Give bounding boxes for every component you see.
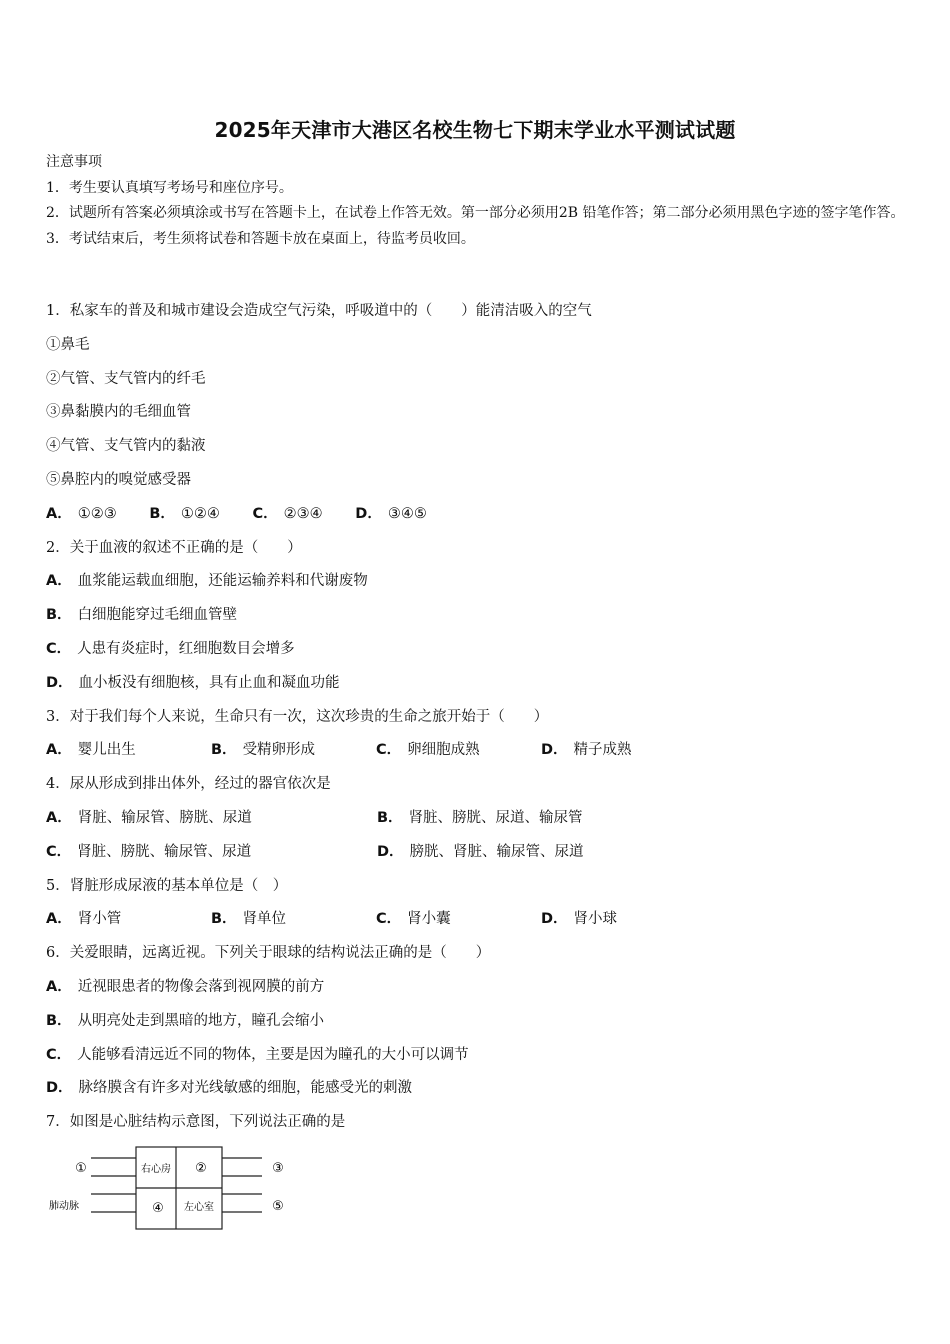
label-left-ventricle: 左心室 (184, 1202, 214, 1213)
question-4-stem: 4．尿从形成到排出体外，经过的器官依次是 (46, 776, 331, 793)
q5-option-c: C． 肾小囊 (376, 911, 451, 928)
q4-option-c: C． 肾脏、膀胱、输尿管、尿道 (46, 843, 252, 860)
q3-option-c: C． 卵细胞成熟 (376, 742, 480, 759)
note-item: 3．考试结束后，考生须将试卷和答题卡放在桌面上，待监考员收回。 (46, 230, 475, 247)
note-item: 2．试题所有答案必须填涂或书写在答题卡上，在试卷上作答无效。第一部分必须用2B 铅笔作答；第二部分必须用黑色字迹的签字笔作答。 (46, 205, 905, 221)
q2-option-b: B． 白细胞能穿过毛细血管壁 (46, 607, 238, 624)
question-5-stem: 5．肾脏形成尿液的基本单位是（ ） (46, 877, 288, 894)
q1-option-d: D． ③④⑤ (355, 505, 427, 522)
heart-diagram (46, 1142, 306, 1242)
page-title: 2025年天津市大港区名校生物七下期末学业水平测试试题 (214, 118, 736, 142)
label-5: ⑤ (272, 1199, 284, 1214)
q1-item: ②气管、支气管内的纤毛 (46, 370, 206, 387)
label-right-atrium: 右心房 (141, 1164, 171, 1175)
q5-option-d: D． 肾小球 (541, 911, 618, 928)
q1-options (46, 501, 908, 535)
question-1-stem: 1．私家车的普及和城市建设会造成空气污染，呼吸道中的（ ）能清洁吸入的空气 (46, 303, 592, 319)
q3-option-d: D． 精子成熟 (541, 742, 632, 759)
q5-option-b: B． 肾单位 (211, 911, 287, 928)
label-2: ② (195, 1161, 207, 1176)
question-2-stem: 2．关于血液的叙述不正确的是（ ） (46, 539, 302, 556)
q2-option-c: C． 人患有炎症时，红细胞数目会增多 (46, 640, 295, 657)
q5-options (46, 906, 908, 940)
q6-option-d: D． 脉络膜含有许多对光线敏感的细胞，能感受光的刺激 (46, 1080, 413, 1097)
q4-option-b: B． 肾脏、膀胱、尿道、输尿管 (377, 809, 583, 826)
q1-option-a: A． ①②③ (46, 505, 117, 522)
q1-option-b: B． ①②④ (149, 505, 220, 522)
q1-option-c: C． ②③④ (252, 505, 323, 522)
q4-options-row-1 (46, 805, 908, 839)
notes-section (46, 150, 908, 252)
q3-option-b: B． 受精卵形成 (211, 742, 316, 759)
q3-options (46, 737, 908, 771)
label-pulmonary-artery: 肺动脉 (49, 1201, 79, 1212)
label-4: ④ (152, 1201, 164, 1216)
q4-option-d: D． 膀胱、肾脏、输尿管、尿道 (377, 843, 584, 860)
question-6-stem: 6．关爱眼睛，远离近视。下列关于眼球的结构说法正确的是（ ） (46, 945, 491, 962)
q4-options-row-2 (46, 839, 908, 873)
questions (46, 298, 908, 1143)
q3-option-a: A． 婴儿出生 (46, 742, 136, 759)
q6-option-b: B． 从明亮处走到黑暗的地方，瞳孔会缩小 (46, 1012, 325, 1029)
q1-item: ③鼻黏膜内的毛细血管 (46, 404, 191, 421)
q2-option-a: A． 血浆能运载血细胞，还能运输养料和代谢废物 (46, 573, 368, 590)
q6-option-a: A． 近视眼患者的物像会落到视网膜的前方 (46, 978, 325, 995)
q1-item: ④气管、支气管内的黏液 (46, 438, 206, 455)
q6-option-c: C． 人能够看清远近不同的物体，主要是因为瞳孔的大小可以调节 (46, 1046, 469, 1063)
label-3: ③ (272, 1161, 284, 1176)
question-7-stem: 7．如图是心脏结构示意图，下列说法正确的是 (46, 1114, 346, 1131)
q2-option-d: D． 血小板没有细胞核，具有止血和凝血功能 (46, 674, 340, 691)
notes-heading: 注意事项 (46, 154, 102, 170)
q1-item: ⑤鼻腔内的嗅觉感受器 (46, 471, 191, 488)
q4-option-a: A． 肾脏、输尿管、膀胱、尿道 (46, 809, 252, 826)
question-3-stem: 3．对于我们每个人来说，生命只有一次，这次珍贵的生命之旅开始于（ ） (46, 708, 549, 725)
note-item: 1．考生要认真填写考场号和座位序号。 (46, 179, 293, 196)
q5-option-a: A． 肾小管 (46, 911, 122, 928)
label-1: ① (75, 1161, 87, 1176)
q1-item: ①鼻毛 (46, 336, 90, 353)
